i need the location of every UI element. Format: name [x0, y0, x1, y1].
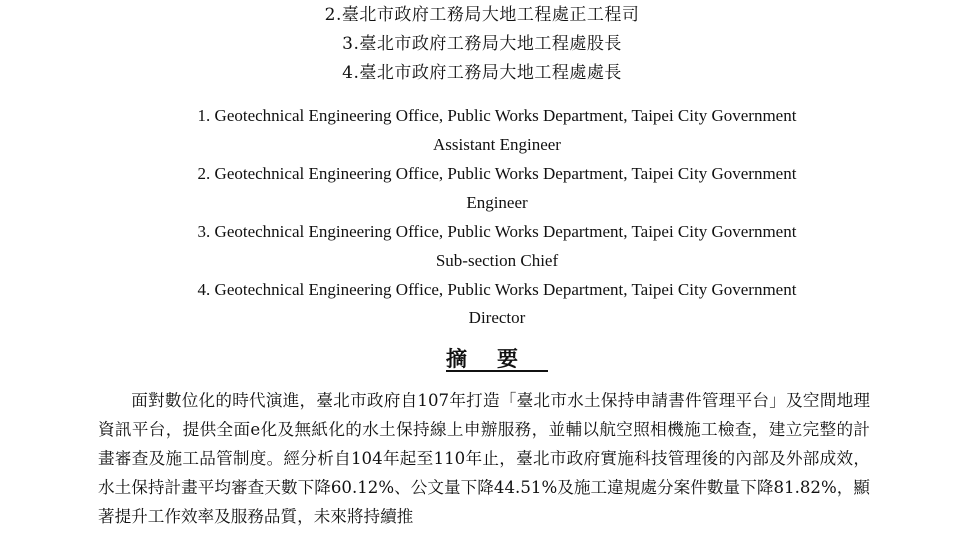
- abstract-heading-text: 摘要: [446, 346, 548, 371]
- abstract-heading: [0, 345, 964, 373]
- affiliation-en-2-title: Engineer: [466, 193, 528, 212]
- affiliation-en-1-office: 1. Geotechnical Engineering Office, Public Works Department, Taipei City Government: [197, 106, 797, 125]
- affiliation-en-4-title: Director: [468, 308, 526, 327]
- abstract-paragraph: 面對數位化的時代演進，臺北市政府自107年打造「臺北市水土保持申請書件管理平台」及空間地理資訊平台，提供全面e化及無紙化的水土保持線上申辦服務，並輔以航空照相機施工檢查，建立完整的計畫審查及施工品管制度。經分析自104年起至110年止，臺北市政府實施科技管理後的內部及外部成效，水土保持計畫平均審查天數下降60.12%、公文量下降44.51%及施工違規處分案件數量下降81.82%，顯著提升工作效率及服務品質，未來將持續推: [98, 391, 870, 526]
- affiliation-zh-3: 3.臺北市政府工務局大地工程處股長: [342, 34, 622, 54]
- affiliation-en-2-office: 2. Geotechnical Engineering Office, Public Works Department, Taipei City Government: [197, 164, 797, 183]
- affiliation-en-4-office: 4. Geotechnical Engineering Office, Public Works Department, Taipei City Government: [197, 280, 797, 299]
- affiliation-en-3-office: 3. Geotechnical Engineering Office, Public Works Department, Taipei City Government: [197, 222, 797, 241]
- affiliation-zh-2: 2.臺北市政府工務局大地工程處正工程司: [324, 5, 640, 25]
- affiliation-en-1-title: Assistant Engineer: [433, 135, 561, 154]
- affiliation-en-3-title: Sub-section Chief: [435, 251, 559, 270]
- abstract-body: [98, 386, 870, 531]
- affiliation-zh-4: 4.臺北市政府工務局大地工程處處長: [342, 63, 622, 83]
